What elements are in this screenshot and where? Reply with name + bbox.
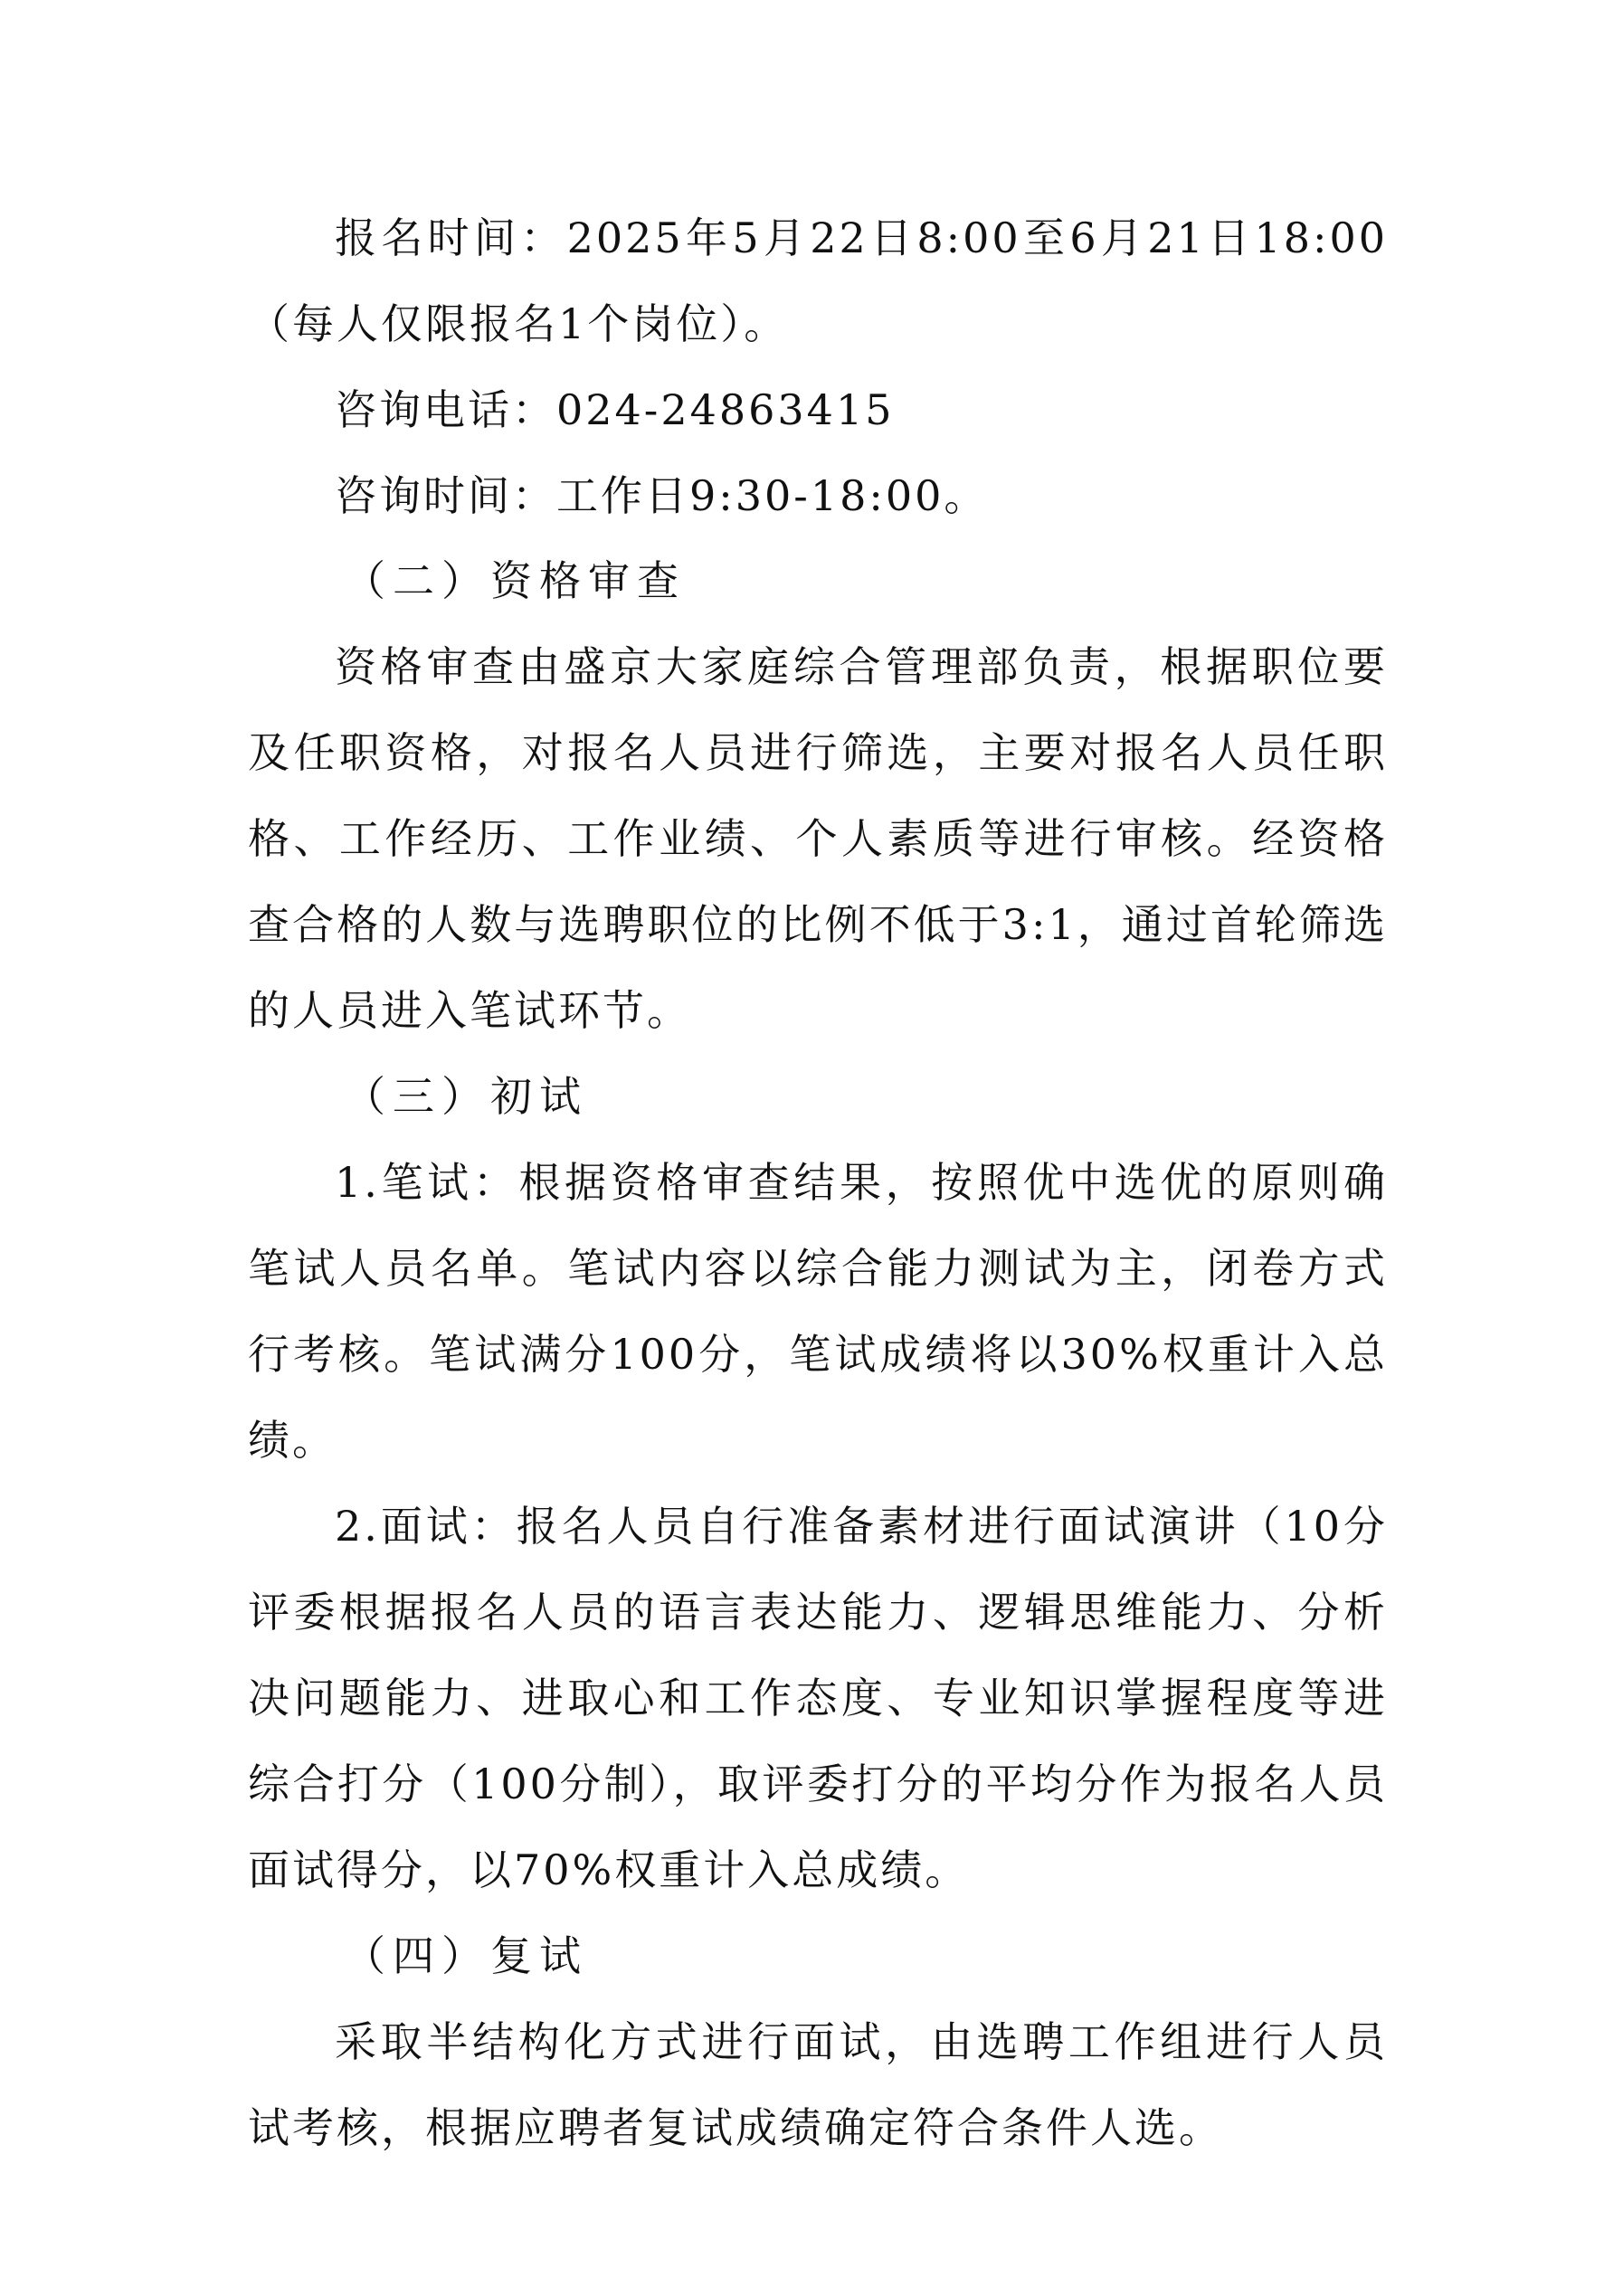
paragraph-line: 行考核。笔试满分100分，笔试成绩将以30%权重计入总: [248, 1330, 1388, 1379]
paragraph-line: 绩。: [248, 1416, 337, 1465]
paragraph-line: 采取半结构化方式进行面试，由选聘工作组进行人员: [335, 2017, 1388, 2066]
paragraph-line: 的人员进入笔试环节。: [248, 986, 691, 1035]
paragraph-line: 决问题能力、进取心和工作态度、专业知识掌握程度等进: [248, 1674, 1388, 1722]
consult-hours: 咨询时间：工作日9:30-18:00。: [335, 471, 989, 520]
paragraph-line: 面试得分，以70%权重计入总成绩。: [248, 1845, 970, 1894]
section-heading-qualification: （二）资格审查: [344, 556, 686, 605]
paragraph-line: 2.面试：报名人员自行准备素材进行面试演讲（10分: [335, 1502, 1388, 1551]
section-heading-preliminary: （三）初试: [344, 1072, 588, 1121]
paragraph-line: 笔试人员名单。笔试内容以综合能力测试为主，闭卷方式: [248, 1244, 1388, 1293]
paragraph-line: 资格审查由盛京大家庭综合管理部负责，根据职位要: [335, 642, 1388, 691]
paragraph-line: 及任职资格，对报名人员进行筛选，主要对报名人员任职: [248, 728, 1388, 777]
section-heading-second-round: （四）复试: [344, 1931, 588, 1980]
paragraph-line: 查合格的人数与选聘职位的比例不低于3:1，通过首轮筛选: [248, 900, 1388, 949]
consult-phone: 咨询电话：024-24863415: [335, 385, 895, 434]
paragraph-line: 评委根据报名人员的语言表达能力、逻辑思维能力、分析: [248, 1588, 1388, 1637]
paragraph-line: 格、工作经历、工作业绩、个人素质等进行审核。经资格: [248, 814, 1388, 863]
paragraph-line: 试考核，根据应聘者复试成绩确定符合条件人选。: [248, 2103, 1223, 2152]
paragraph-line: 综合打分（100分制），取评委打分的平均分作为报名人员: [248, 1760, 1388, 1808]
registration-time-line2: （每人仅限报名1个岗位）。: [248, 299, 789, 348]
registration-time-line1: 报名时间：2025年5月22日8:00至6月21日18:00: [335, 213, 1388, 262]
paragraph-line: 1.笔试：根据资格审查结果，按照优中选优的原则确: [335, 1158, 1388, 1207]
